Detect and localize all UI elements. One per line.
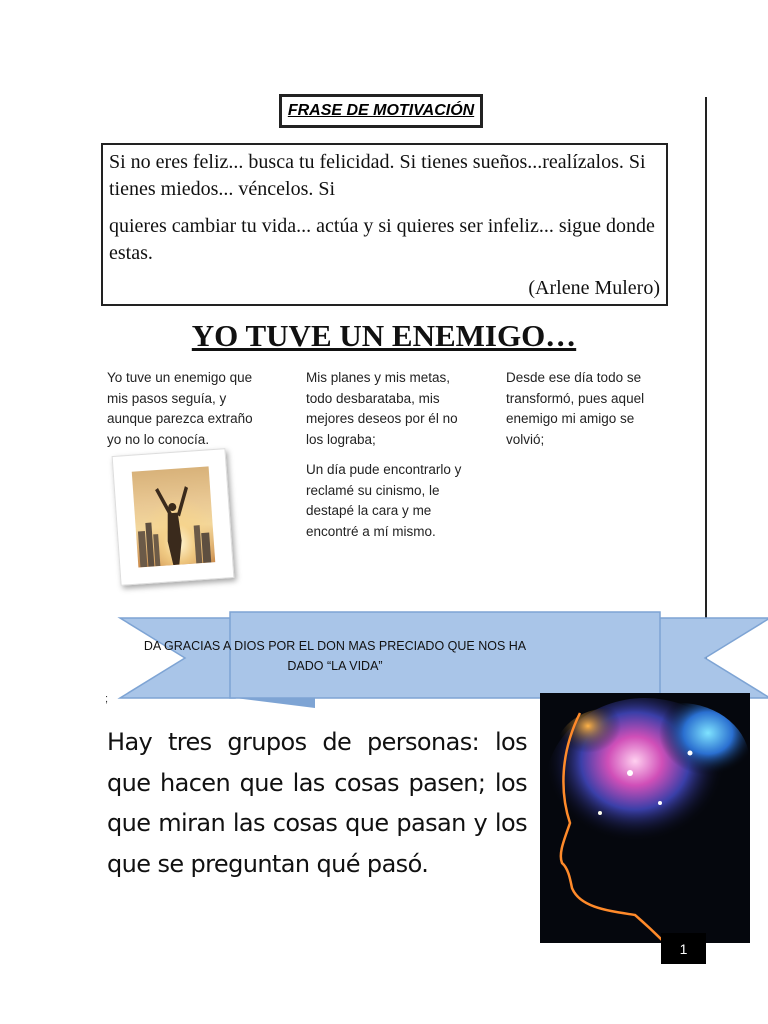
frase-title: FRASE DE MOTIVACIÓN [287,102,475,119]
quote-line-1: Si no eres feliz... busca tu felicidad. Si tienes sueños...realízalos. Si tienes miedos... véncelos. Si [109,151,646,200]
celebrating-person-icon [132,466,216,567]
page-number: 1 [661,933,706,964]
celebration-photo-image [132,466,216,567]
stray-mark: ; [105,693,109,705]
frase-title-box [279,94,483,128]
cosmic-head-icon [540,693,750,943]
column-3-text: Desde ese día todo se transformó, pues aquel enemigo mi amigo se volvió; [506,370,645,447]
banner-line-2: DADO “LA VIDA” [287,659,383,673]
column-1-text: Yo tuve un enemigo que mis pasos seguía, y aunque parezca extraño yo no lo conocía. [107,370,253,447]
column-rule [705,97,707,697]
celebration-photo [112,448,235,586]
cosmic-head-image [540,693,750,943]
banner-text [140,636,530,676]
article-column-2 [306,368,476,552]
quote-author: (Arlene Mulero) [528,277,660,299]
article-column-3 [506,368,666,460]
column-2-paragraph-1: Mis planes y mis metas, todo desbarataba, mis mejores deseos por él no los lograba; [306,370,458,447]
banner-line-1: DA GRACIAS A DIOS POR EL DON MAS PRECIADO QUE NOS HA [143,639,527,653]
article-title: YO TUVE UN ENEMIGO… [191,318,577,353]
article-column-1 [107,368,267,460]
quote-line-2: quieres cambiar tu vida... actúa y si quieres ser infeliz... sigue donde estas. [109,215,655,264]
column-2-paragraph-2: Un día pude encontrarlo y reclamé su cinismo, le destapé la cara y me encontré a mí mismo. [306,462,462,539]
quote-box [101,143,668,306]
three-groups-text: Hay tres grupos de personas: los que hacen que las cosas pasen; los que miran las cosas que pasan y los que se preguntan qué pasó. [107,728,527,878]
